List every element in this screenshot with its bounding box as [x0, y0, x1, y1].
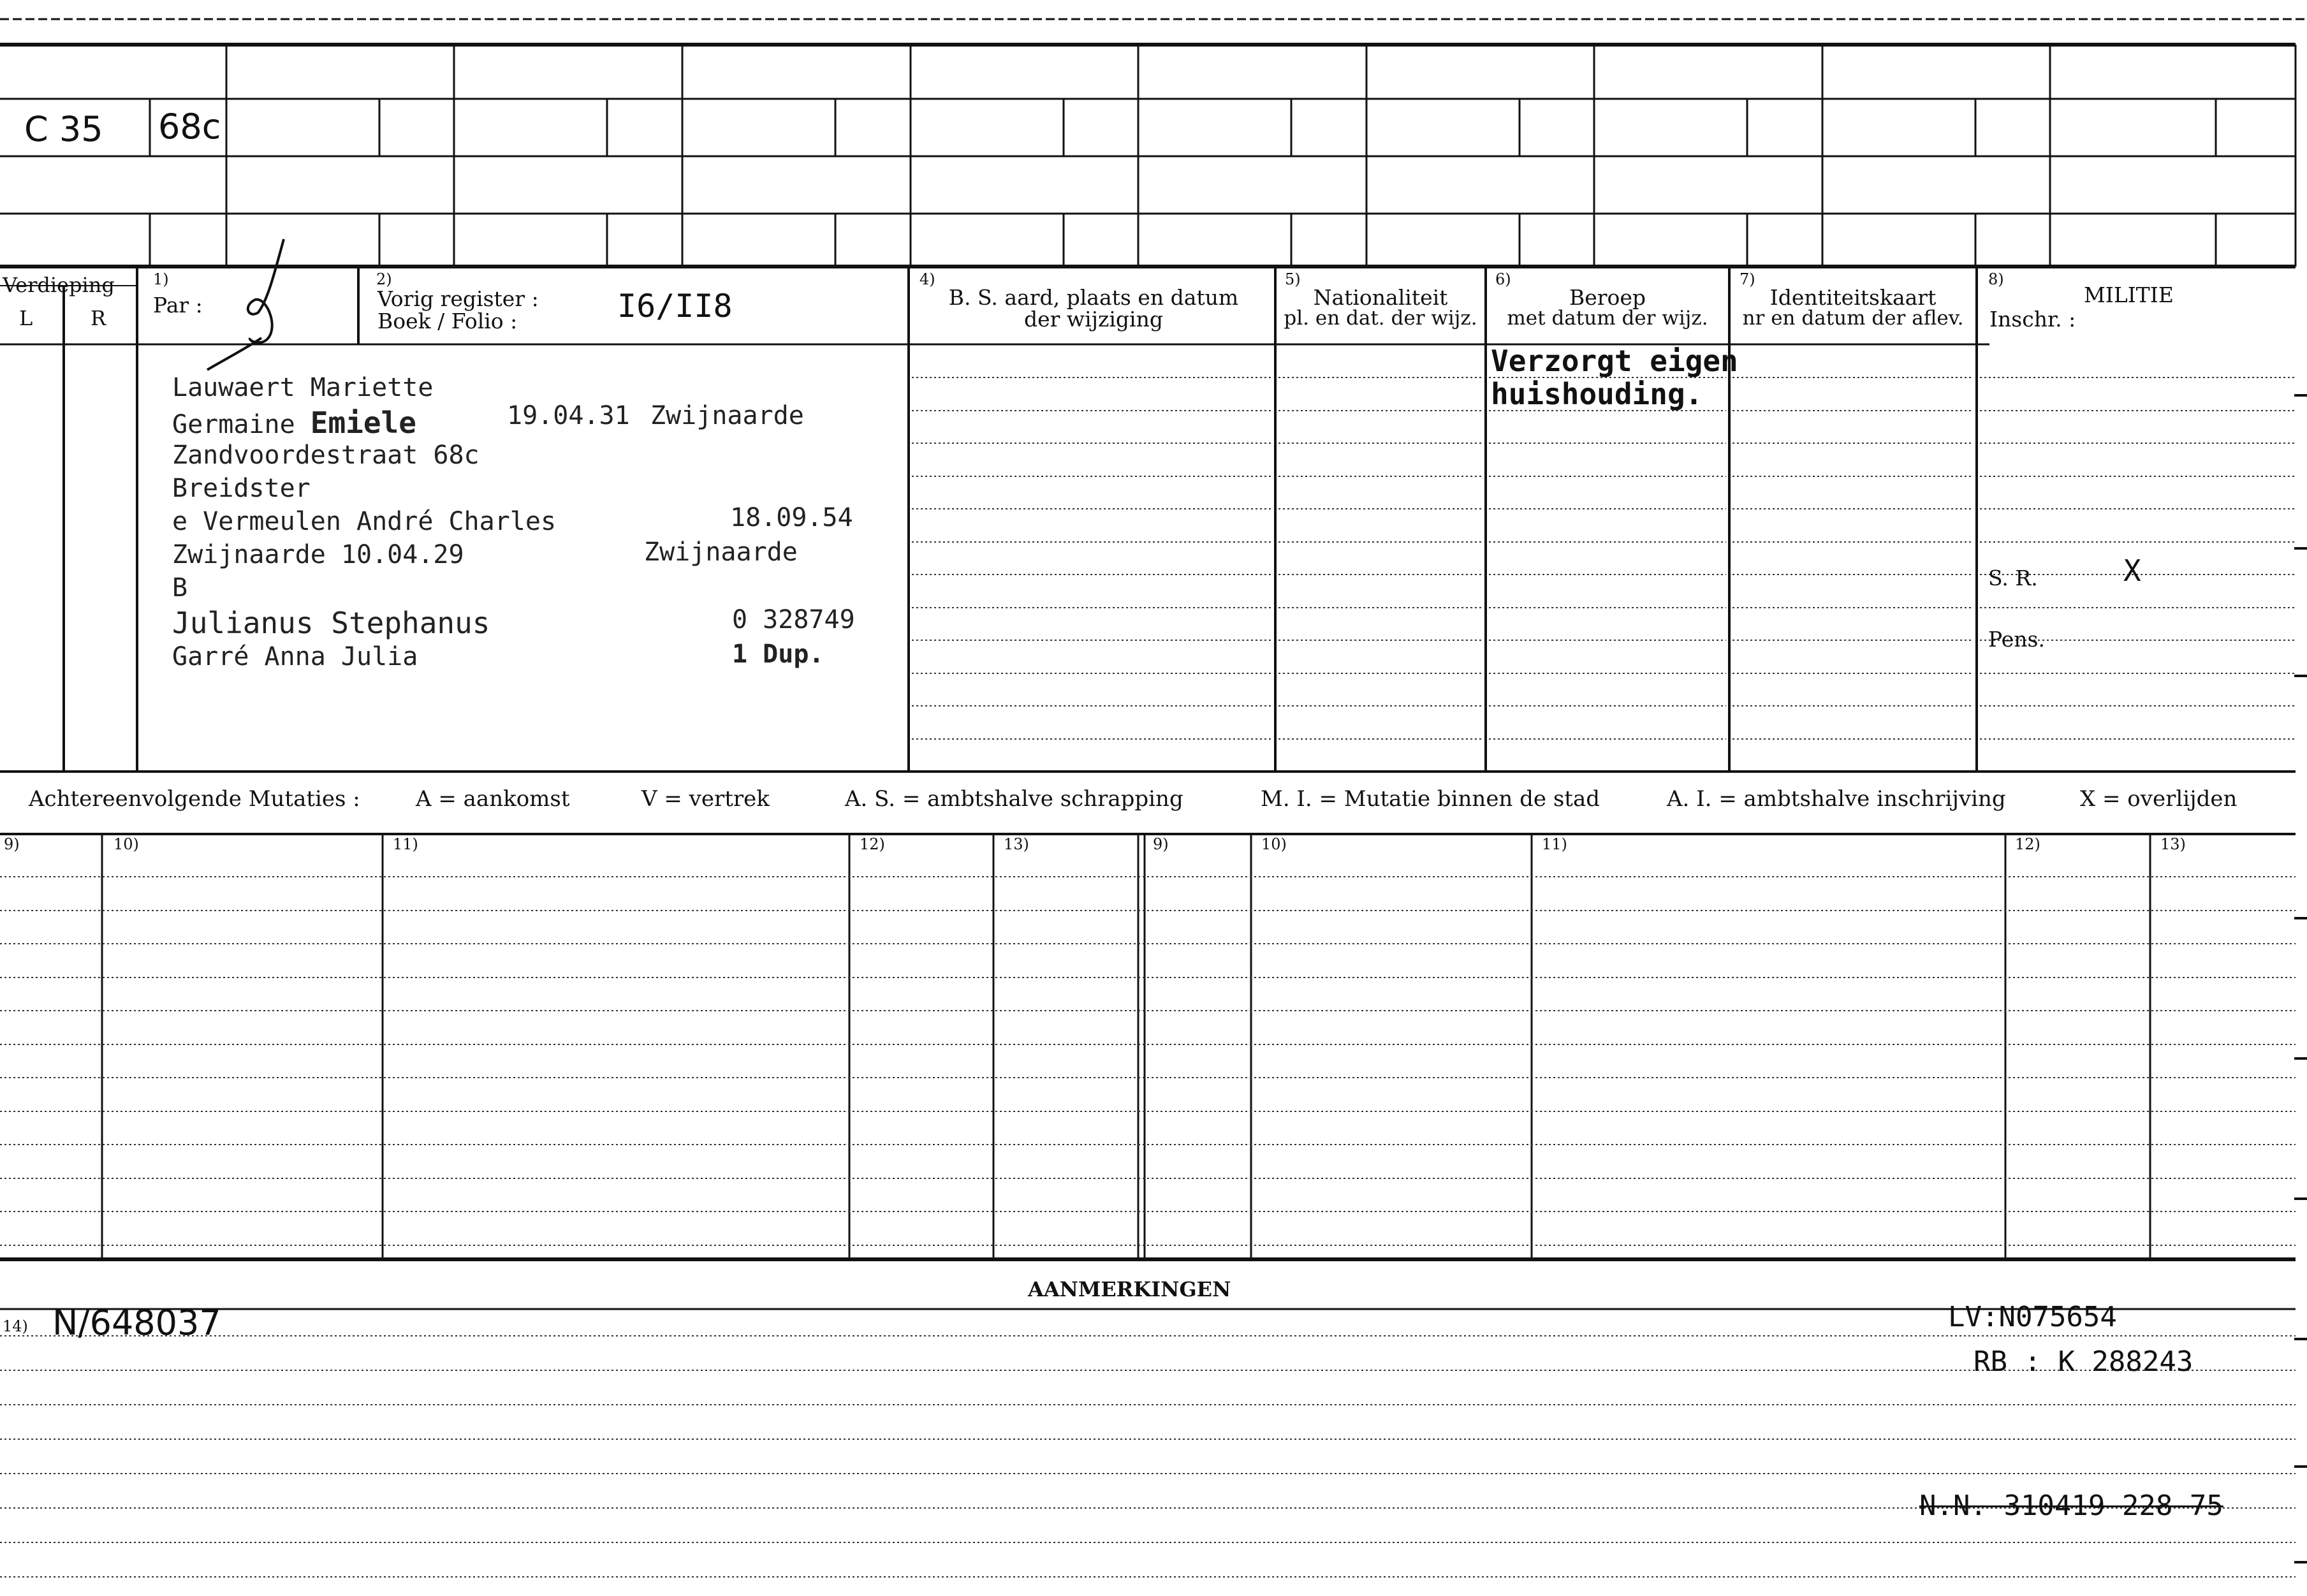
- house-number: 68c: [158, 106, 221, 147]
- beroep-label: Beroep: [1569, 285, 1646, 310]
- mut-col-12a: 12): [860, 835, 885, 853]
- col-8-number: 8): [1988, 270, 2004, 288]
- left-label: L: [19, 306, 33, 330]
- record-code: C 35: [24, 109, 103, 149]
- rb-number: RB : K 288243: [1974, 1345, 2193, 1378]
- handwritten-stroke: [204, 236, 319, 376]
- marriage-date: 18.09.54: [730, 503, 853, 532]
- boek-folio-value: I6/II8: [617, 288, 733, 325]
- nationaliteit-label: Nationaliteit: [1313, 285, 1448, 310]
- col-2-number: 2): [376, 270, 392, 288]
- right-label: R: [91, 306, 106, 330]
- legend-x: X = overlijden: [2080, 786, 2237, 812]
- person-line-5: e Vermeulen André Charles: [172, 507, 557, 536]
- remark-code: N/648037: [52, 1303, 221, 1343]
- col-1-number: 1): [153, 270, 169, 288]
- dup-note: 1 Dup.: [732, 640, 824, 669]
- number-code: 0 328749: [732, 605, 855, 634]
- col-14-number: 14): [3, 1317, 28, 1335]
- marriage-place: Zwijnaarde: [644, 538, 798, 567]
- beroep-sublabel: met datum der wijz.: [1507, 307, 1708, 330]
- mutaties-title: Achtereenvolgende Mutaties :: [29, 786, 360, 812]
- nationaliteit-sublabel: pl. en dat. der wijz.: [1284, 307, 1477, 330]
- person-line-3: Zandvoordestraat 68c: [172, 441, 480, 470]
- legend-ai: A. I. = ambtshalve inschrijving: [1667, 786, 2006, 812]
- mut-col-13a: 13): [1004, 835, 1029, 853]
- legend-v: V = vertrek: [641, 786, 770, 812]
- nn-number: N.N. 310419 228 75: [1919, 1490, 2223, 1522]
- bs-aard-label-2: der wijziging: [1024, 307, 1163, 332]
- mut-col-11a: 11): [393, 835, 418, 853]
- identiteitskaart-sublabel: nr en datum der aflev.: [1742, 307, 1964, 330]
- person-line-6: Zwijnaarde 10.04.29: [172, 540, 464, 569]
- vorig-register-label: Vorig register :: [377, 286, 539, 311]
- identiteitskaart-label: Identiteitskaart: [1769, 285, 1937, 310]
- person-line-2: Germaine Emiele: [172, 406, 416, 440]
- person-line-8: Julianus Stephanus: [172, 606, 490, 640]
- beroep-value: Verzorgt eigen huishouding.: [1491, 344, 1738, 411]
- sr-value: X: [2123, 553, 2141, 588]
- col-4-number: 4): [919, 270, 935, 288]
- mut-col-10a: 10): [114, 835, 139, 853]
- person-line-1: Lauwaert Mariette: [172, 373, 434, 402]
- person-line-9: Garré Anna Julia: [172, 642, 418, 671]
- lv-number: LV:N075654: [1948, 1301, 2117, 1333]
- bs-aard-label-1: B. S. aard, plaats en datum: [948, 285, 1239, 310]
- sr-label: S. R.: [1988, 566, 2038, 590]
- verdieping-label: Verdieping: [3, 273, 115, 297]
- mut-col-11b: 11): [1542, 835, 1567, 853]
- mut-col-13b: 13): [2160, 835, 2186, 853]
- mut-col-9b: 9): [1153, 835, 1169, 853]
- mut-col-10b: 10): [1261, 835, 1287, 853]
- mut-col-9a: 9): [4, 835, 20, 853]
- legend-mi: M. I. = Mutatie binnen de stad: [1261, 786, 1600, 812]
- legend-a: A = aankomst: [416, 786, 570, 812]
- col-6-number: 6): [1495, 270, 1511, 288]
- boek-folio-label: Boek / Folio :: [377, 309, 518, 333]
- mut-col-12b: 12): [2015, 835, 2040, 853]
- col-5-number: 5): [1285, 270, 1301, 288]
- par-label: Par :: [153, 293, 203, 318]
- aanmerkingen-title: AANMERKINGEN: [1028, 1277, 1231, 1301]
- person-line-4: Breidster: [172, 474, 311, 503]
- col-7-number: 7): [1739, 270, 1755, 288]
- birth-place: Zwijnaarde: [650, 401, 804, 430]
- person-line-7: B: [172, 573, 188, 603]
- legend-as: A. S. = ambtshalve schrapping: [845, 786, 1183, 812]
- birth-date: 19.04.31: [507, 401, 630, 430]
- inschr-label: Inschr. :: [1989, 307, 2076, 332]
- pens-label: Pens.: [1988, 627, 2045, 652]
- militie-label: MILITIE: [2084, 282, 2174, 307]
